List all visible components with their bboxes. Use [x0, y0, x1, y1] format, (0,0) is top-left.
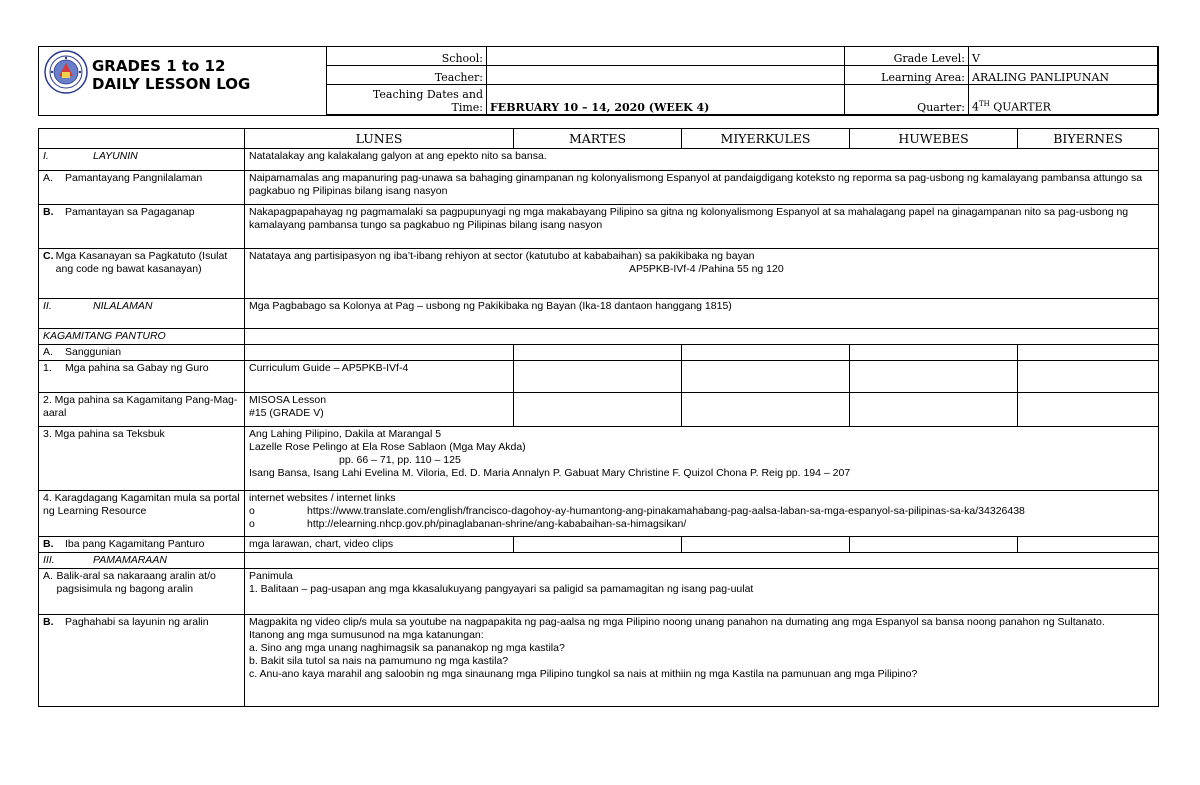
- karagdagan-link1-row: [249, 505, 1154, 518]
- pagaganap-label: [39, 205, 245, 249]
- pamamaraan-title: PAMAMARAAN: [93, 554, 167, 566]
- paghahabi-text2: Itanong ang mga sumusunod na mga katanungan:: [249, 629, 484, 641]
- kasanayan-cell: [245, 249, 1159, 299]
- paghahabi-text4: b. Bakit sila tutol sa nais na pamumuno ng mga kastila?: [249, 655, 509, 667]
- sanggunian-lunes: [245, 345, 514, 361]
- paghahabi-cell: [245, 615, 1159, 707]
- layunin-num: I.: [43, 150, 49, 162]
- nilalaman-num: II.: [43, 300, 52, 312]
- row-layunin: [39, 149, 1159, 171]
- quarter-suffix: TH: [979, 100, 990, 109]
- sanggunian-miyerkules: [682, 345, 850, 361]
- learning-area-field[interactable]: ARALING PANLIPUNAN: [969, 66, 1159, 85]
- balik-text1: Panimula: [249, 570, 293, 582]
- kagamitang-mag-martes: [514, 393, 682, 427]
- row-sanggunian: [39, 345, 1159, 361]
- balik-num: A.: [43, 570, 53, 582]
- kagamitang-mag-huwebes: [850, 393, 1018, 427]
- day-huwebes: HUWEBES: [850, 129, 1018, 149]
- iba-miyerkules: [682, 537, 850, 553]
- karagdagan-link2-row: [249, 518, 1154, 531]
- pamamaraan-label: [39, 553, 245, 569]
- balik-cell: [245, 569, 1159, 615]
- paghahabi-title: Paghahabi sa layunin ng aralin: [65, 616, 209, 628]
- paghahabi-num: B.: [43, 616, 54, 628]
- bullet-icon: o: [249, 518, 255, 530]
- karagdagan-label: 4. Karagdagang Kagamitan mula sa portal ng Learning Resource: [39, 491, 245, 537]
- teksbuk-pages: pp. 66 – 71, pp. 110 – 125: [339, 454, 461, 466]
- sanggunian-label: [39, 345, 245, 361]
- teksbuk-text1: Ang Lahing Pilipino, Dakila at Marangal 5: [249, 428, 442, 440]
- quarter-word: QUARTER: [989, 101, 1051, 114]
- kasanayan-code: AP5PKB-IVf-4 /Pahina 55 ng 120: [629, 263, 784, 275]
- pagaganap-title: Pamantayan sa Pagaganap: [65, 206, 195, 218]
- dates-label: [327, 85, 487, 115]
- grade-level-field[interactable]: V: [969, 47, 1159, 66]
- iba-label: [39, 537, 245, 553]
- school-field[interactable]: [487, 47, 845, 66]
- nilalaman-label: [39, 299, 245, 329]
- iba-biyernes: [1018, 537, 1159, 553]
- pamamaraan-num: III.: [43, 554, 55, 566]
- teksbuk-text2: Lazelle Rose Pelingo at Ela Rose Sablaon (Mga May Akda): [249, 441, 526, 453]
- kasanayan-num: C.: [43, 250, 54, 262]
- sanggunian-title: Sanggunian: [65, 346, 122, 358]
- iba-text: mga larawan, chart, video clips: [245, 537, 514, 553]
- form-title-line2: DAILY LESSON LOG: [92, 75, 251, 93]
- gabay-martes: [514, 361, 682, 393]
- bullet-icon: o: [249, 505, 255, 517]
- gabay-text: Curriculum Guide – AP5PKB-IVf-4: [245, 361, 514, 393]
- paghahabi-label: [39, 615, 245, 707]
- row-paghahabi: [39, 615, 1159, 707]
- teksbuk-label: 3. Mga pahina sa Teksbuk: [39, 427, 245, 491]
- gabay-num: 1.: [43, 362, 52, 374]
- row-nilalaman: [39, 299, 1159, 329]
- karagdagan-cell: [245, 491, 1159, 537]
- kagamitan-label: KAGAMITANG PANTURO: [39, 329, 245, 345]
- layunin-label: [39, 149, 245, 171]
- balik-text2: 1. Balitaan – pag-usapan ang mga kkasalukuyang pangyayari sa paligid sa pamamagitan ng isang pag-uulat: [249, 583, 754, 595]
- kagamitang-mag-miyerkules: [682, 393, 850, 427]
- gabay-title: Mga pahina sa Gabay ng Guro: [65, 362, 209, 374]
- quarter-field[interactable]: [969, 85, 1159, 115]
- day-lunes: LUNES: [245, 129, 514, 149]
- pamantayang-label: [39, 171, 245, 205]
- grade-level-label: Grade Level:: [845, 47, 969, 66]
- gabay-label: [39, 361, 245, 393]
- teacher-label: Teacher:: [327, 66, 487, 85]
- lesson-log-table: [38, 128, 1159, 707]
- deped-seal-icon: [44, 50, 88, 94]
- kagamitang-mag-label: 2. Mga pahina sa Kagamitang Pang-Mag-aaral: [39, 393, 245, 427]
- form-title-line1: GRADES 1 to 12: [92, 57, 226, 75]
- gabay-huwebes: [850, 361, 1018, 393]
- paghahabi-text1: Magpakita ng video clip/s mula sa youtube na nagpapakita ng pag-aalsa ng mga Pilipino noong unang panahon na dumating ang mga Espanyol sa bansa noong panahon ng Sultanato.: [249, 616, 1105, 628]
- resource-link-2[interactable]: http://elearning.nhcp.gov.ph/pinaglabanan-shrine/ang-kababaihan-sa-himagsikan/: [307, 518, 687, 530]
- row-pamantayang-pangnilalaman: [39, 171, 1159, 205]
- row-balik-aral: [39, 569, 1159, 615]
- sanggunian-huwebes: [850, 345, 1018, 361]
- karagdagan-text: internet websites / internet links: [249, 492, 396, 504]
- pamantayang-num: A.: [43, 172, 53, 184]
- quarter-number: 4: [972, 101, 979, 114]
- days-header-row: [39, 129, 1159, 149]
- kagamitang-mag-cell: [245, 393, 514, 427]
- pamantayang-title: Pamantayang Pangnilalaman: [65, 172, 203, 184]
- iba-title: Iba pang Kagamitang Panturo: [65, 538, 205, 550]
- iba-martes: [514, 537, 682, 553]
- kasanayan-label: [39, 249, 245, 299]
- iba-num: B.: [43, 538, 54, 550]
- learning-area-label: Learning Area:: [845, 66, 969, 85]
- row-pamamaraan: [39, 553, 1159, 569]
- row-gabay: [39, 361, 1159, 393]
- teksbuk-cell: [245, 427, 1159, 491]
- paghahabi-text5: c. Anu-ano kaya marahil ang saloobin ng mga sinaunang mga Pilipino tungkol sa nais at mithiin ng mga Kastila na pamunuan ang mga Pilipino?: [249, 668, 918, 680]
- gabay-biyernes: [1018, 361, 1159, 393]
- pagaganap-text: Nakapagpapahayag ng pagmamalaki sa pagpupunyagi ng mga makabayang Pilipino sa gitna ng kolonyalismong Espanyol at sa mahalagang papel na ginagampanan nito sa pag-usbong ng kamalayang pambansa tungo sa pagkabuo ng Pilipinas bilang isang nasyon: [245, 205, 1159, 249]
- pamamaraan-empty: [245, 553, 1159, 569]
- row-kasanayan: [39, 249, 1159, 299]
- kagamitang-mag-text1: MISOSA Lesson: [249, 394, 327, 406]
- dates-field[interactable]: FEBRUARY 10 – 14, 2020 (WEEK 4): [487, 85, 845, 115]
- kasanayan-title: Mga Kasanayan sa Pagkatuto (Isulat ang code ng bawat kasanayan): [55, 250, 228, 275]
- kasanayan-text: Natataya ang partisipasyon ng iba’t-ibang rehiyon at sector (katutubo at kababaihan) sa pakikibaka ng bayan: [249, 250, 755, 262]
- paghahabi-text3: a. Sino ang mga unang naghimagsik sa pananakop ng mga kastila?: [249, 642, 565, 654]
- kagamitang-mag-biyernes: [1018, 393, 1159, 427]
- nilalaman-text: Mga Pagbabago sa Kolonya at Pag – usbong ng Pakikibaka ng Bayan (Ika-18 dantaon hanggang 1815): [245, 299, 1159, 329]
- dates-label-line2: Time:: [451, 101, 483, 114]
- row-pamantayan-pagaganap: [39, 205, 1159, 249]
- header-info-table: [326, 46, 1159, 115]
- balik-label: [39, 569, 245, 615]
- pamantayang-text: Naipamamalas ang mapanuring pag-unawa sa bahaging ginampanan ng kolonyalismong Espanyol at pandaigdigang koteksto ng reporma sa pag-usbong ng kamalayang pambansa attungo sa pagkabuo ng Pilipinas bilang isang nasyon: [245, 171, 1159, 205]
- kagamitan-empty: [245, 329, 1159, 345]
- iba-huwebes: [850, 537, 1018, 553]
- sanggunian-num: A.: [43, 346, 53, 358]
- day-biyernes: BIYERNES: [1018, 129, 1159, 149]
- layunin-text: Natatalakay ang kalakalang galyon at ang epekto nito sa bansa.: [245, 149, 1159, 171]
- row-kagamitan: [39, 329, 1159, 345]
- gabay-miyerkules: [682, 361, 850, 393]
- sanggunian-biyernes: [1018, 345, 1159, 361]
- teksbuk-text4: Isang Bansa, Isang Lahi Evelina M. Viloria, Ed. D. Maria Annalyn P. Gabuat Mary Christine F. Quizol Chona P. Reig pp. 194 – 207: [249, 467, 851, 479]
- kagamitang-mag-text2: #15 (GRADE V): [249, 407, 324, 419]
- resource-link-1[interactable]: https://www.translate.com/english/francisco-dagohoy-ay-humantong-ang-pinakamahabang-pag-aalsa-laban-sa-mga-espanyol-sa-pilipinas-sa-ka/34326438: [307, 505, 1025, 517]
- balik-title: Balik-aral sa nakaraang aralin at/o pagsisimula ng bagong aralin: [56, 570, 216, 595]
- row-iba-pang-kagamitan: [39, 537, 1159, 553]
- school-label: School:: [327, 47, 487, 66]
- teacher-field[interactable]: [487, 66, 845, 85]
- row-karagdagan: [39, 491, 1159, 537]
- quarter-label: Quarter:: [845, 85, 969, 115]
- row-kagamitang-mag-aaral: [39, 393, 1159, 427]
- corner-cell: [39, 129, 245, 149]
- nilalaman-title: NILALAMAN: [93, 300, 153, 312]
- pagaganap-num: B.: [43, 206, 54, 218]
- dates-label-line1: Teaching Dates and: [372, 88, 483, 101]
- row-teksbuk: [39, 427, 1159, 491]
- day-martes: MARTES: [514, 129, 682, 149]
- sanggunian-martes: [514, 345, 682, 361]
- day-miyerkules: MIYERKULES: [682, 129, 850, 149]
- layunin-title: LAYUNIN: [93, 150, 138, 162]
